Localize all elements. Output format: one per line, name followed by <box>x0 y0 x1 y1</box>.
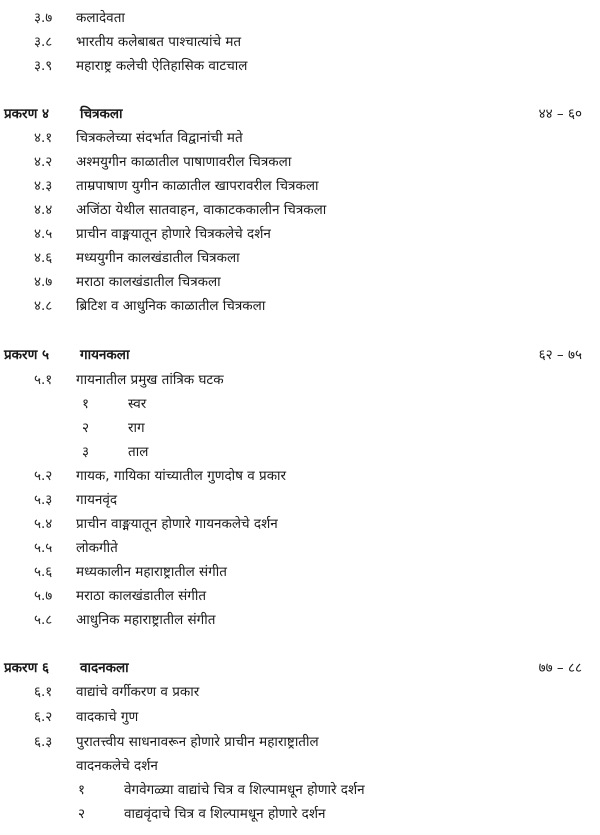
chapter-heading <box>0 102 600 126</box>
item-title: मराठा कालखंडातील चित्रकला <box>76 274 221 290</box>
chapter-title: गायनकला <box>80 347 130 363</box>
item-number: ५.८ <box>34 612 53 628</box>
item-number: ५.७ <box>34 588 53 604</box>
subitem-title: वाद्यवृंदाचे चित्र व शिल्पामधून होणारे दर्शन <box>124 806 326 822</box>
item-number: ४.३ <box>34 178 53 194</box>
chapter-title: चित्रकला <box>80 106 123 122</box>
item-number: ३.९ <box>34 58 53 74</box>
toc-item <box>0 512 600 536</box>
chapter-pages: ७७ – ८८ <box>538 660 582 676</box>
item-title: लोकगीते <box>76 540 118 556</box>
item-number: ५.१ <box>34 372 53 388</box>
toc-item <box>0 174 600 198</box>
item-number: ६.१ <box>34 684 53 700</box>
item-title: वाद्यांचे वर्गीकरण व प्रकार <box>76 684 200 700</box>
item-number: ४.२ <box>34 154 53 170</box>
subitem-number: १ <box>78 782 86 798</box>
item-number: ५.५ <box>34 540 53 556</box>
item-number: ४.७ <box>34 274 53 290</box>
item-title: प्राचीन वाङ्मयातून होणारे चित्रकलेचे दर्शन <box>76 226 271 242</box>
toc-subitem <box>0 392 600 416</box>
item-title: आधुनिक महाराष्ट्रातील संगीत <box>76 612 216 628</box>
chapter-pages: ६२ – ७५ <box>538 347 582 363</box>
toc-subitem <box>0 778 600 802</box>
subitem-number: १ <box>82 396 90 412</box>
toc-item-continuation <box>0 754 600 778</box>
item-number: ४.८ <box>34 298 53 314</box>
toc-item <box>0 584 600 608</box>
item-number: ६.३ <box>34 734 53 750</box>
toc-item <box>0 150 600 174</box>
item-number: ५.३ <box>34 492 53 508</box>
item-title: मराठा कालखंडातील संगीत <box>76 588 207 604</box>
item-title: कलादेवता <box>76 10 125 26</box>
toc-item <box>0 560 600 584</box>
toc-item <box>0 198 600 222</box>
toc-item <box>0 705 600 729</box>
item-title: वादकाचे गुण <box>76 709 139 725</box>
chapter-title: वादनकला <box>80 660 129 676</box>
item-number: ५.६ <box>34 564 53 580</box>
item-number: ४.४ <box>34 202 53 218</box>
toc-item <box>0 30 600 54</box>
toc-item <box>0 270 600 294</box>
toc-item <box>0 488 600 512</box>
subitem-number: २ <box>78 806 86 822</box>
toc-item <box>0 54 600 78</box>
subitem-title: ताल <box>128 444 149 460</box>
subitem-title: वेगवेगळ्या वाद्यांचे चित्र व शिल्पामधून होणारे दर्शन <box>124 782 365 798</box>
item-title: गायक, गायिका यांच्यातील गुणदोष व प्रकार <box>76 468 287 484</box>
item-number: ३.८ <box>34 34 53 50</box>
chapter-pages: ४४ – ६० <box>538 106 582 122</box>
subitem-number: ३ <box>82 444 90 460</box>
toc-item <box>0 608 600 632</box>
chapter-label: प्रकरण ५ <box>4 347 50 363</box>
subitem-number: २ <box>82 420 90 436</box>
item-number: ४.१ <box>34 130 53 146</box>
toc-item <box>0 536 600 560</box>
toc-item <box>0 368 600 392</box>
item-title-continuation: वादनकलेचे दर्शन <box>76 758 158 774</box>
toc-item <box>0 222 600 246</box>
item-number: ३.७ <box>34 10 53 26</box>
item-title: प्राचीन वाङ्मयातून होणारे गायनकलेचे दर्शन <box>76 516 278 532</box>
toc-subitem <box>0 416 600 440</box>
item-title: पुरातत्त्वीय साधनावरून होणारे प्राचीन महाराष्ट्रातील <box>76 734 319 750</box>
chapter-heading <box>0 656 600 680</box>
item-title: अश्मयुगीन काळातील पाषाणावरील चित्रकला <box>76 154 292 170</box>
toc-item <box>0 246 600 270</box>
item-title: अजिंठा येथील सातवाहन, वाकाटककालीन चित्रकला <box>76 202 327 218</box>
item-title: मध्ययुगीन कालखंडातील चित्रकला <box>76 250 240 266</box>
item-title: गायनवृंद <box>76 492 118 508</box>
toc-subitem <box>0 802 600 826</box>
chapter-heading <box>0 343 600 367</box>
item-number: ५.२ <box>34 468 53 484</box>
item-number: ४.५ <box>34 226 53 242</box>
item-number: ६.२ <box>34 709 53 725</box>
item-title: मध्यकालीन महाराष्ट्रातील संगीत <box>76 564 227 580</box>
item-title: ताम्रपाषाण युगीन काळातील खापरावरील चित्रकला <box>76 178 319 194</box>
item-title: चित्रकलेच्या संदर्भात विद्वानांची मते <box>76 130 243 146</box>
chapter-label: प्रकरण ४ <box>4 106 50 122</box>
toc-item <box>0 464 600 488</box>
toc-subitem <box>0 440 600 464</box>
toc-item <box>0 126 600 150</box>
item-title: ब्रिटिश व आधुनिक काळातील चित्रकला <box>76 298 266 314</box>
toc-item <box>0 730 600 754</box>
toc-item <box>0 680 600 704</box>
toc-item <box>0 6 600 30</box>
item-number: ५.४ <box>34 516 53 532</box>
item-title: महाराष्ट्र कलेची ऐतिहासिक वाटचाल <box>76 58 248 74</box>
toc-item <box>0 294 600 318</box>
chapter-label: प्रकरण ६ <box>4 660 50 676</box>
item-title: भारतीय कलेबाबत पाश्चात्यांचे मत <box>76 34 242 50</box>
subitem-title: राग <box>128 420 145 436</box>
subitem-title: स्वर <box>128 396 147 412</box>
item-title: गायनातील प्रमुख तांत्रिक घटक <box>76 372 224 388</box>
item-number: ४.६ <box>34 250 53 266</box>
